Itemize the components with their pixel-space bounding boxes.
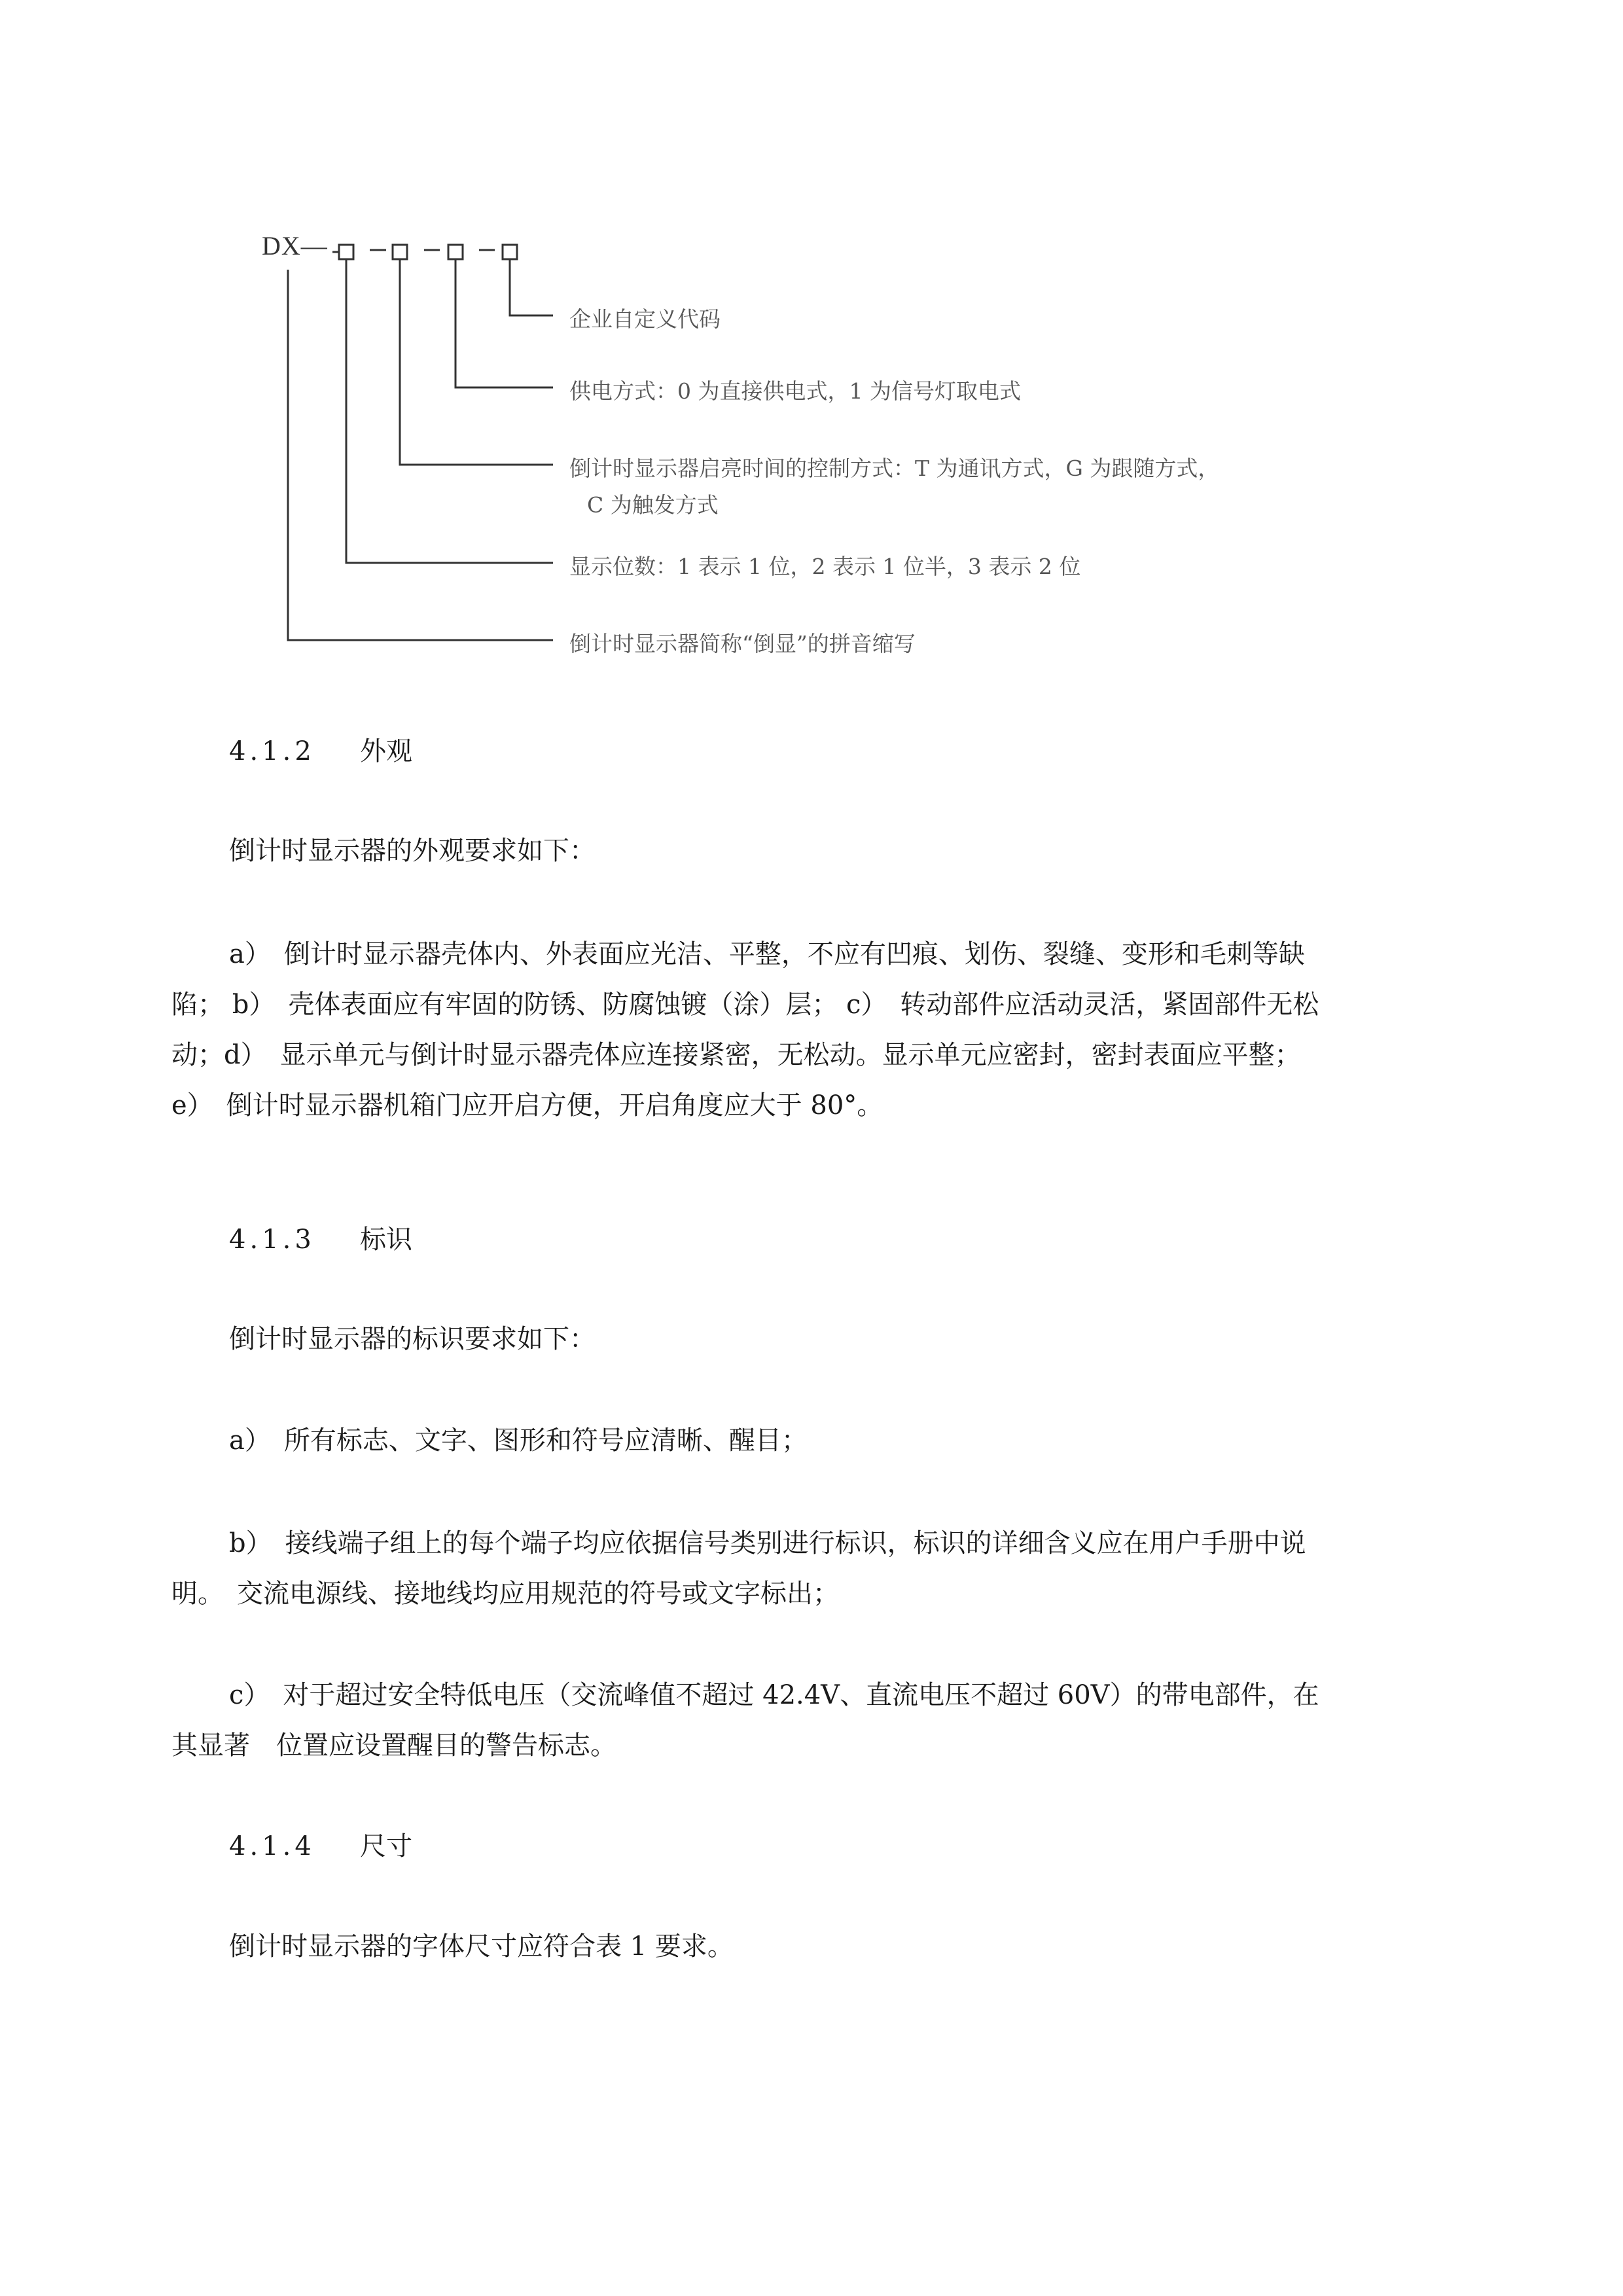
section-heading [229, 1215, 412, 1265]
connector-control-mode [400, 259, 553, 465]
code-box-1 [339, 245, 353, 259]
section-number: 4.1.2 [229, 736, 315, 766]
code-box-4 [503, 245, 517, 259]
connector-digit-count [346, 259, 553, 563]
connector-abbreviation [288, 270, 553, 640]
section-title: 尺寸 [360, 1831, 412, 1861]
paragraph: 倒计时显示器的字体尺寸应符合表 1 要求。 [229, 1931, 734, 1962]
paragraph: a） 所有标志、文字、图形和符号应清晰、醒目； [229, 1426, 808, 1456]
connector-power-mode [455, 259, 553, 387]
section-number: 4.1.3 [229, 1225, 315, 1255]
label-enterprise-code: 企业自定义代码 [569, 306, 721, 332]
paragraph: b） 接线端子组上的每个端子均应依据信号类别进行标识，标识的详细含义应在用户手册中说明。 交流电源线、接地线均应用规范的符号或文字标出； [171, 1528, 1306, 1609]
section-heading [229, 726, 412, 777]
label-abbreviation: 倒计时显示器简称“倒显”的拼音缩写 [569, 631, 916, 656]
paragraph: 倒计时显示器的标识要求如下： [229, 1324, 596, 1354]
code-box-2 [393, 245, 407, 259]
section-number: 4.1.4 [229, 1831, 315, 1861]
code-prefix: DX— [262, 231, 328, 260]
paragraph: c） 对于超过安全特低电压（交流峰值不超过 42.4V、直流电压不超过 60V）的带电部件，在其显著 位置应设置醒目的警告标志。 [171, 1680, 1319, 1761]
diagram-lines [262, 223, 1335, 668]
model-code-diagram [262, 223, 1335, 668]
section-heading [229, 1821, 412, 1872]
paragraph: 倒计时显示器的外观要求如下： [229, 836, 596, 866]
section-title: 标识 [360, 1225, 412, 1255]
paragraph: a） 倒计时显示器壳体内、外表面应光洁、平整，不应有凹痕、划伤、裂缝、变形和毛刺等缺陷； b） 壳体表面应有牢固的防锈、防腐蚀镀（涂）层； c） 转动部件应活动灵活，紧固部件无松动；d） 显示单元与倒计时显示器壳体应连接紧密，无松动。显示单元应密封，密封表面应平整； e） 倒计时显示器机箱门应开启方便，开启角度应大于 80°。 [171, 939, 1319, 1121]
label-control-mode-cont: C 为触发方式 [587, 492, 719, 518]
label-digit-count: 显示位数：1 表示 1 位，2 表示 1 位半，3 表示 2 位 [569, 554, 1081, 579]
label-control-mode: 倒计时显示器启亮时间的控制方式：T 为通讯方式，G 为跟随方式， [569, 456, 1220, 481]
label-power-mode: 供电方式：0 为直接供电式，1 为信号灯取电式 [569, 378, 1021, 404]
code-box-3 [448, 245, 463, 259]
section-title: 外观 [360, 736, 412, 766]
connector-enterprise-code [510, 259, 553, 315]
